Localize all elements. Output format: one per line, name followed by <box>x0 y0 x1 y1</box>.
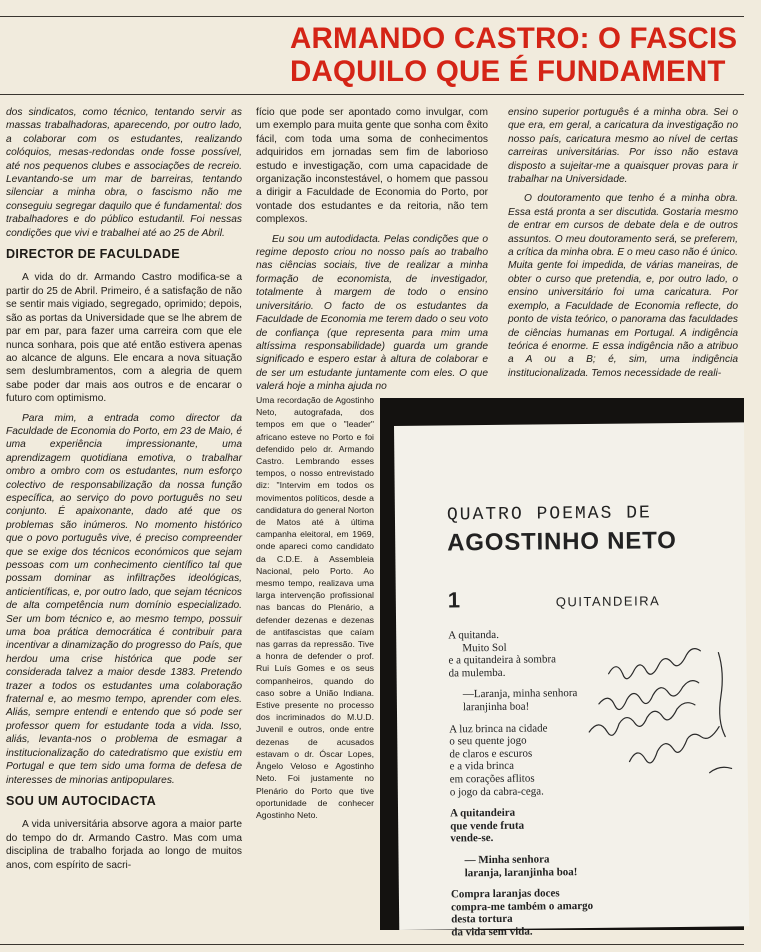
poem-line: Compra laranjas doces <box>450 887 560 901</box>
column-1 <box>6 106 242 942</box>
photo-caption: Uma recordação de Agostinho Neto, autografada, dos tempos em que o "leader" africano esteve no Porto e foi defendido pelo dr. Armando Castro. Lembrando esses tempos, o nosso entrevistado diz: "Intervim em todos os movimentos políticos, desde a candidatura do general Norton de Matos até à última campanha eleitoral, em 1969, onde apareci como candidato da C.D.E. à Assembleia Nacional, pelo Porto. Ao mesmo tempo, realizava uma larga intervenção profissional nas bancas do Plenário, a defender dezenas e dezenas de antifascistas que caíam nas garras da repressão. Tive a honra de defender o prof. Rui Luís Gomes e os seus companheiros, quando do caso sobre a União Indiana. Estive presente no processo dos incriminados do M.U.D. Juvenil e outros, onde entre dezenas de acusados estavam o dr. Óscar Lopes, Ângelo Veloso e Agostinho Neto. Foi justamente no Plenário do Porto que tive oportunidade de conhecer Agostinho Neto. <box>256 395 374 820</box>
book-page <box>394 422 749 939</box>
poem-title: QUITANDEIRA <box>555 593 661 610</box>
handwritten-signature <box>568 632 760 794</box>
photo-autographed-poem <box>380 398 744 939</box>
poem-line: da vida sem vida. <box>451 925 533 939</box>
paragraph: dos sindicatos, como técnico, tentando servir as massas trabalhadoras, aparecendo, por outro lado, a colaborar com os estudantes, realizando colóquios, mesas-redondas onde fosse possível, até nos pequenos clubes e associações de recreio. Levantando-se um mar de barreiras, tentando silenciar a minha obra, o fascismo não me conseguiu segregar daquilo que é fundamental: dos trabalhadores e do público estudantil. Foi nessas condições que vivi e trabalhei até ao 25 de Abril. <box>6 107 242 239</box>
poem-line: e a vida brinca <box>449 760 515 773</box>
poem-line: laranjinha boa! <box>462 700 530 714</box>
book-title-main: AGOSTINHO NETO <box>447 527 677 557</box>
headline <box>290 22 744 88</box>
poem-line: —Laranja, minha senhora <box>462 687 578 701</box>
paragraph: fício que pode ser apontado como invulgar, com um exemplo para muita gente que sonha com êxito fácil, com toda uma soma de conhecimentos adquiridos em jornadas sem fim de laborioso estudo e investigação, com uma capacidade de organização inconstestável, o homem que passou a dirigir a Faculdade de Economia do Porto, por vontade dos estudantes e da reitoria, não tem complexos. <box>256 107 488 226</box>
section-heading-autodidacta: SOU UM AUTOCIDACTA <box>6 793 156 808</box>
paragraph: Eu sou um autodidacta. Pelas condições que o regime deposto criou no nosso país ao trabalho nas ciências sociais, tive de realizar a minha formação de economista, de investigador, totalmente à margem de todo o ensino universitário. O facto de os estudantes da Faculdade de Economia me terem dado o seu voto de confiança (que representa para mim uma altíssima responsabilidade) guarda um grande significado e espero estar à altura de colaborar e de ser um estudante juntamente com eles. O que valerá hoje a minha ajuda no <box>256 233 488 393</box>
poem-line: em corações aflitos <box>449 772 535 786</box>
poem-line: vende-se. <box>450 832 494 845</box>
section-heading-director: DIRECTOR DE FACULDADE <box>6 247 180 262</box>
poem-line: o jogo da cabra-cega. <box>449 784 544 798</box>
paragraph: O doutoramento que tenho é a minha obra. Essa está pronta a ser discutida. Gostaria mesmo de entrar em cursos de debate dela e de outros assuntos. O meu doutoramento será, se preferem, a crítica da minha obra. E o meu caso não é único. Muita gente foi impedida, de várias maneiras, de obter o curso que pretendia, e, por outro lado, o ensino universitário foi uma caricatura. Por exemplo, a Faculdade de Economia reflecte, do ponto de vista teórico, o panorama das faculdades de ciências humanas em Portugal. A indigência teórica é enorme. E essa indigência não a atribuo a A ou a B; é, sim, uma indigência institucionalizada. Temos necessidade de reali- <box>508 193 738 379</box>
poem-line: — Minha senhora <box>464 853 550 867</box>
poem-line: compra-me também o amargo <box>450 899 594 914</box>
poem-line: Muito Sol <box>462 641 507 654</box>
paragraph: ensino superior português é a minha obra. Sei o que era, em geral, a caricatura da investigação no nosso país, caricatura mesmo ao nível de certas carreiras universitárias. Por isso não estava disposto a sujeitar-me a quaisquer provas para ir trabalhar na Universidade. <box>508 107 738 186</box>
poem-line: o seu quente jogo <box>449 734 527 748</box>
paragraph: Para mim, a entrada como director da Faculdade de Economia do Porto, em 23 de Maio, é uma experiência impressionante, uma aprendizagem quotidiana emotiva, o trabalhar ombro a ombro com os estudantes, num esforço colectivo de responsabilização da nossa função específica, ao serviço do povo português no seu conjunto. É apaixonante, dado até que os problemas são inúmeros. No momento histórico que o povo português vive, é preciso compreender que se exige dos técnicos económicos que sejam pessoas com um conhecimento científico tal que possam dominar as infiltrações ideológicas, anticientíficas, e, por outro lado, que sejam técnicos de alta competência num domínio especializado. Ser um bom técnico e, ao mesmo tempo, possuir uma boa prática democrática é contribuir para incentivar a dinamização do progresso do País, que herdou uma crise histórica que pode ser considerada talvez a maior desde 1383. Pretendo trazer a todos os estudantes uma colaboração fraternal e, ao mesmo tempo, aprender com eles. Aliás, sempre entendi e entendo que só pode ser professor quem for estudante toda a vida. Isso, aliás, levanta-nos o problema de esmagar a institucionalização do catedratismo que existiu em Portugal e que tem sido uma forma de defesa de interesses de minorias antipopulares. <box>6 412 242 786</box>
book-title-top: QUATRO POEMAS DE <box>446 503 652 526</box>
headline-rule <box>0 94 744 95</box>
top-rule <box>0 16 744 17</box>
poem-line: desta tortura <box>451 913 513 926</box>
poem-line: da mulemba. <box>448 666 506 680</box>
bottom-rule <box>0 944 744 945</box>
headline-line-2: DAQUILO QUE É FUNDAMENT <box>290 55 726 88</box>
poem-line: A luz brinca na cidade <box>449 721 548 736</box>
poem-line: A quitanda. <box>448 628 499 642</box>
poem-line: e a quitandeira à sombra <box>448 653 557 667</box>
paragraph: A vida do dr. Armando Castro modifica-se a partir do 25 de Abril. Primeiro, é a satisfação de não se sentir mais vigiado, segregado, oprimido; depois, são as portas da Universidade que se lhe abrem de par em par, para fazer uma carreira com que ele nunca sonhara, pois que até então estivera apenas ao alcance de alguns. Ele encara a nova situação sem deslumbramentos, com a alegria de quem sabe poder dar mais aos outros e de encarar o futuro com optimismo. <box>6 272 242 405</box>
poem-line: laranja, laranjinha boa! <box>464 865 578 879</box>
poem-line: que vende fruta <box>450 819 525 833</box>
paragraph: A vida universitária absorve agora a maior parte do tempo do dr. Armando Castro. Mas com uma disciplina de trabalho forjada ao longo de muitos anos, com espírito de sacri- <box>6 819 242 871</box>
poem-line: A quitandeira <box>449 806 516 820</box>
headline-line-1: ARMANDO CASTRO: O FASCIS <box>290 22 738 55</box>
column-2 <box>256 106 488 393</box>
poem-line: de claros e escuros <box>449 747 533 761</box>
column-3 <box>508 106 738 388</box>
poem-number: 1 <box>447 587 461 613</box>
